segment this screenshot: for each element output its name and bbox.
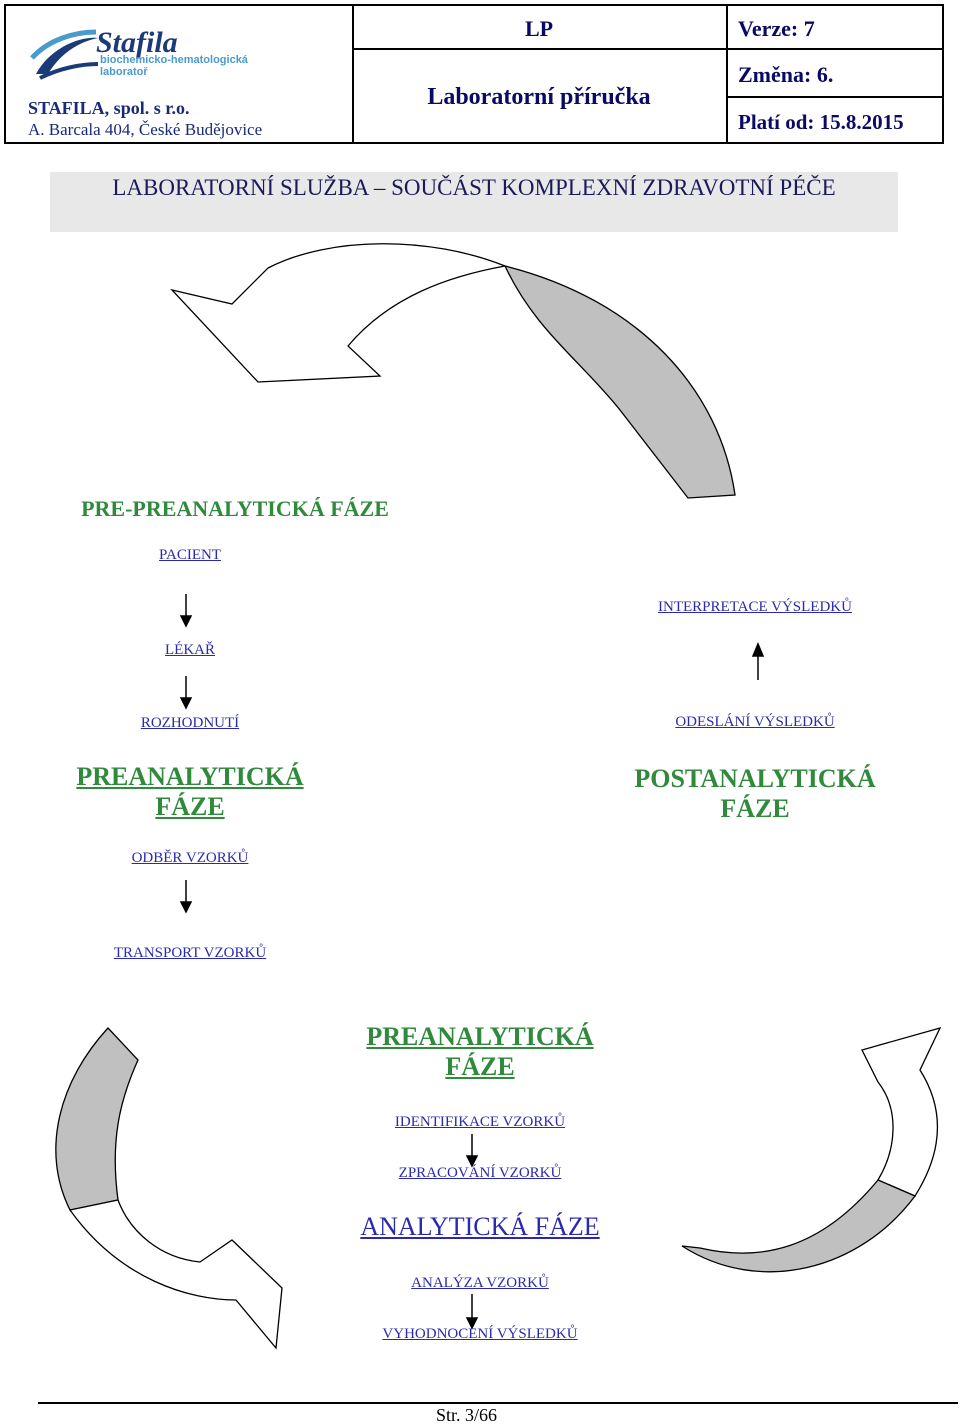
curved-arrow-bottom-right-head — [862, 1028, 940, 1196]
analytic-heading: ANALYTICKÁ FÁZE — [360, 1212, 600, 1241]
valid-from: Platí od: 15.8.2015 — [738, 110, 904, 134]
curved-arrow-bottom-right-body — [682, 1180, 915, 1272]
arrow-up-icon — [753, 644, 763, 656]
preanalytic-left-heading-line-1: PREANALYTICKÁ — [76, 762, 304, 791]
step-zpracovani-vzorku: ZPRACOVÁNÍ VZORKŮ — [398, 1165, 562, 1181]
postanalytic-heading-line-2: FÁZE — [720, 794, 790, 823]
company-address: A. Barcala 404, České Budějovice — [28, 120, 263, 139]
preanalytic-bottom-heading-line-2: FÁZE — [445, 1052, 515, 1081]
step-pacient: PACIENT — [159, 547, 221, 563]
logo-subtitle-line-1: biochemicko-hematologická — [100, 54, 248, 66]
preanalytic-bottom-heading-line-1: PREANALYTICKÁ — [366, 1022, 594, 1051]
step-rozhodnuti: ROZHODNUTÍ — [140, 715, 240, 731]
curved-arrow-bottom-center — [70, 1200, 282, 1348]
footer-divider — [38, 1402, 958, 1404]
curved-arrow-top-right — [505, 266, 735, 498]
preanalytic-left-heading-line-2: FÁZE — [155, 792, 225, 821]
step-analyza-vzorku: ANALÝZA VZORKŮ — [411, 1275, 549, 1291]
step-odber-vzorku: ODBĚR VZORKŮ — [131, 850, 249, 866]
step-odeslani-vysledku: ODESLÁNÍ VÝSLEDKŮ — [675, 714, 835, 730]
step-interpretace-vysledku: INTERPRETACE VÝSLEDKŮ — [658, 599, 852, 615]
step-transport-vzorku: TRANSPORT VZORKŮ — [113, 945, 267, 961]
preanalytic-left-heading — [40, 762, 340, 822]
doc-code: LP — [524, 16, 554, 41]
step-identifikace-vzorku: IDENTIFIKACE VZORKŮ — [394, 1114, 566, 1130]
pre-preanalytic-heading: PRE-PREANALYTICKÁ FÁZE — [81, 496, 389, 521]
logo-brand: Stafila — [96, 26, 178, 59]
arrow-down-icon — [181, 616, 191, 626]
arrow-down-icon — [181, 902, 191, 912]
postanalytic-heading-line-1: POSTANALYTICKÁ — [634, 764, 876, 793]
step-vyhodnoceni-vysledku: VYHODNOCENÍ VÝSLEDKŮ — [382, 1326, 578, 1342]
arrow-down-icon — [181, 698, 191, 708]
change-number: Změna: 6. — [738, 62, 834, 87]
curved-arrow-top-left — [172, 244, 505, 382]
step-lekar: LÉKAŘ — [165, 642, 215, 658]
page-number: Str. 3/66 — [436, 1405, 498, 1425]
postanalytic-heading — [600, 764, 910, 824]
doc-title: Laboratorní příručka — [427, 84, 651, 110]
logo-subtitle-line-2: laboratoř — [100, 66, 148, 78]
company-name: STAFILA, spol. s r.o. — [28, 98, 190, 118]
curved-arrow-bottom-left — [56, 1028, 138, 1210]
version: Verze: 7 — [738, 16, 815, 41]
page-title: LABORATORNÍ SLUŽBA – SOUČÁST KOMPLEXNÍ ZDRAVOTNÍ PÉČE — [50, 172, 898, 232]
preanalytic-bottom-heading — [330, 1022, 630, 1082]
